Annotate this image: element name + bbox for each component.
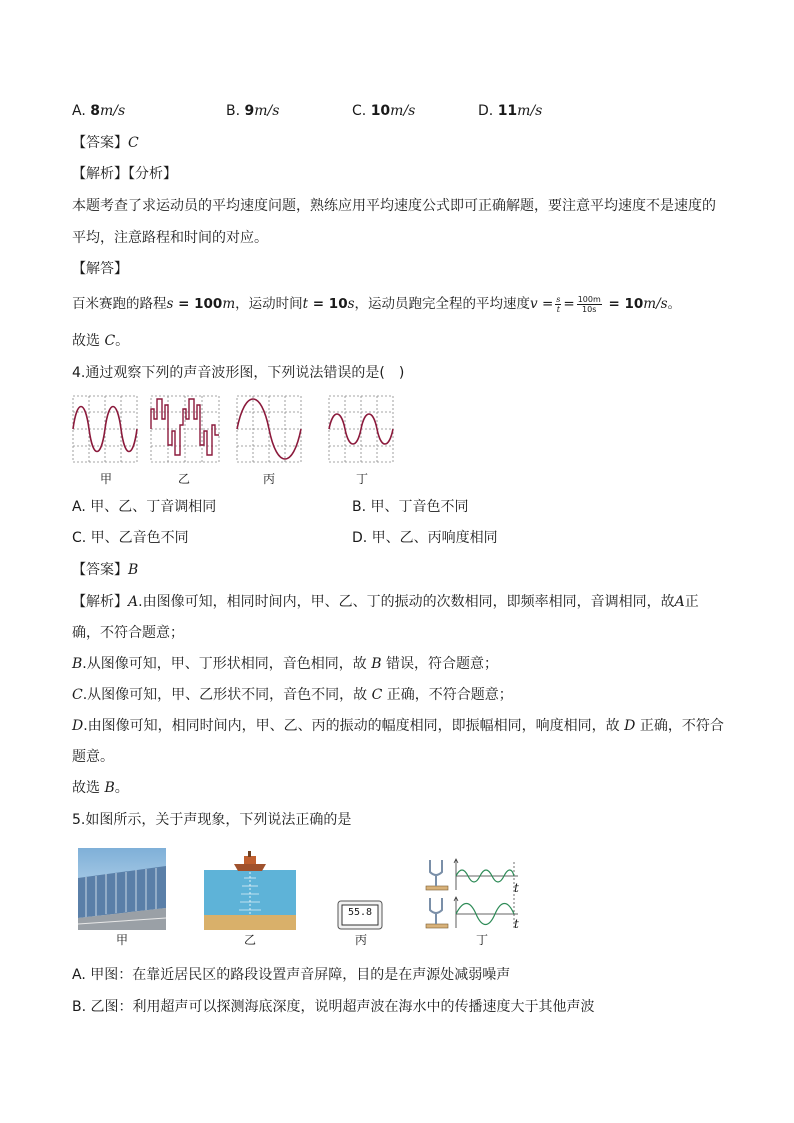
option-c: C. 10m/s — [352, 103, 416, 119]
option-d: D. 11m/s — [478, 103, 543, 119]
q5-caption-jia: 甲 — [115, 933, 128, 947]
q5-caption-yi: 乙 — [243, 933, 256, 947]
q4-option-d: D. 甲、乙、丙响度相同 — [352, 530, 498, 546]
fraction-s-over-t: $\frac{s}{t}$ — [556, 294, 561, 314]
sonar-ship-image — [204, 848, 296, 930]
q4-analysis-a-cont: 确，不符合题意； — [72, 625, 184, 641]
solve-tag: 【解答】 — [72, 261, 128, 277]
sound-barrier-image — [78, 848, 166, 930]
q4-analysis-a: 【解析】A.由图像可知，相同时间内，甲、乙、丁的振动的次数相同，即频率相同，音调相同，故A正 — [72, 594, 699, 610]
question-5-stem: 5.如图所示，关于声现象，下列说法正确的是 — [72, 812, 352, 828]
answer-value: C — [128, 135, 139, 151]
caption-bing: 丙 — [262, 472, 275, 486]
q4-analysis-c: C.从图像可知，甲、乙形状不同，音色不同，故 C 正确，不符合题意； — [72, 687, 513, 703]
waveform-yi — [150, 395, 220, 463]
q4-option-c: C. 甲、乙音色不同 — [72, 530, 189, 546]
q5-option-a: A. 甲图：在靠近居民区的路段设置声音屏障，目的是在声源处减弱噪声 — [72, 967, 511, 983]
q4-choose-line: 故选 B。 — [72, 780, 129, 796]
answer-tag: 【答案】 — [72, 135, 128, 151]
option-b: B. 9m/s — [226, 103, 280, 119]
q4-analysis-d: D.由图像可知，相同时间内，甲、乙、丙的振动的幅度相同，即振幅相同，响度相同，故 D 正确，不符合 — [72, 718, 724, 734]
q4-analysis-d-cont: 题意。 — [72, 749, 114, 765]
waveform-bing — [236, 395, 302, 463]
axis-t-label-top: t — [514, 881, 519, 895]
analysis-tag: 【解析】【分析】 — [72, 166, 177, 182]
q4-answer-line: 【答案】B — [72, 562, 139, 578]
question-4-stem: 4.通过观察下列的声音波形图，下列说法错误的是( ) — [72, 365, 405, 381]
waveform-jia — [72, 395, 138, 463]
answer-line — [72, 133, 139, 153]
analysis-text-2: 平均，注意路程和时间的对应。 — [72, 230, 268, 246]
axis-t-label-bottom: t — [514, 917, 519, 931]
caption-jia: 甲 — [99, 472, 112, 486]
choose-line: 故选 C。 — [72, 333, 130, 349]
decibel-meter-value: 55.8 — [347, 907, 373, 918]
q5-caption-ding: 丁 — [475, 933, 488, 947]
analysis-text-1: 本题考查了求运动员的平均速度问题，熟练应用平均速度公式即可正确解题，要注意平均速度不是速度的 — [72, 198, 716, 214]
solve-equation: 百米赛跑的路程s = 100m，运动时间t = 10s，运动员跑完全程的平均速度v = $\frac{s}{t}$ = $\frac{100m}{10s}$ = 10m/s。 — [72, 294, 682, 314]
q5-option-b: B. 乙图：利用超声可以探测海底深度，说明超声波在海水中的传播速度大于其他声波 — [72, 999, 595, 1015]
q5-caption-bing: 丙 — [354, 933, 367, 947]
q4-option-b: B. 甲、丁音色不同 — [352, 499, 469, 515]
q4-option-a: A. 甲、乙、丁音调相同 — [72, 499, 217, 515]
option-a: A. 8m/s — [72, 103, 126, 119]
caption-ding: 丁 — [355, 472, 368, 486]
fraction-values: $\frac{100m}{10s}$ — [577, 294, 601, 314]
q4-analysis-b: B.从图像可知，甲、丁形状相同，音色相同，故 B 错误，符合题意； — [72, 656, 498, 672]
caption-yi: 乙 — [177, 472, 190, 486]
tuning-fork-waveforms-image — [418, 856, 526, 932]
waveform-ding — [328, 395, 394, 463]
